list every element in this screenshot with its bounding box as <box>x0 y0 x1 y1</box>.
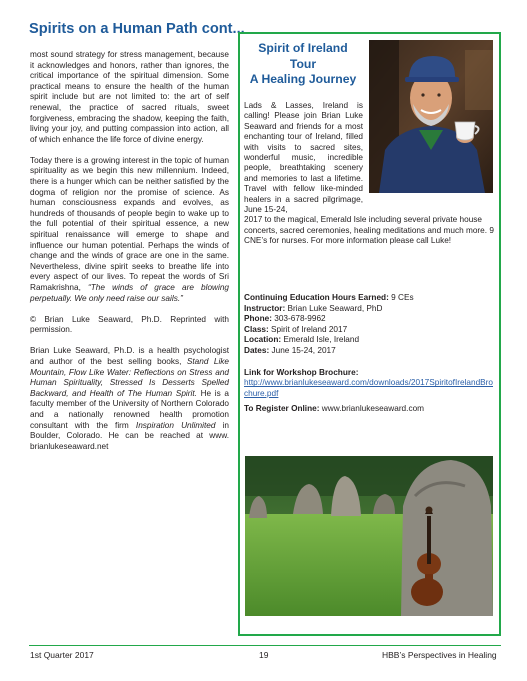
register-section <box>244 404 494 414</box>
class-label: Class: <box>244 324 269 334</box>
footer-page-number: 19 <box>259 650 269 660</box>
standing-stones-violin-photo <box>245 456 493 616</box>
location-row <box>244 335 496 346</box>
ramakrishna-quote: “The winds of grace are blowing perpetually. We only need raise our sails.” <box>30 282 229 303</box>
brochure-link[interactable]: http://www.brianlukeseaward.com/downloads/2017SpiritofIrelandBrochure.pdf <box>244 378 494 398</box>
phone-row <box>244 314 496 325</box>
phone-value: 303-678-9962 <box>271 314 326 323</box>
phone-label: Phone: <box>244 314 272 323</box>
tour-title <box>243 41 363 88</box>
tour-description <box>244 101 497 247</box>
author-bio <box>30 346 229 452</box>
class-row <box>244 325 496 336</box>
course-details <box>244 293 496 356</box>
ce-hours-row <box>244 293 496 304</box>
bio-text-3: in Boulder, Colorado. He can be reached at www. brianlukeseaward.net <box>30 420 229 451</box>
article-heading: Spirits on a Human Path cont... <box>29 21 245 37</box>
bio-books: Stand Like Mountain, Flow Like Water: Reflections on Stress and Human Spirituality, Stressed Is Desserts Spelled Backward, and Health of The Human Spirit. <box>30 356 229 398</box>
bio-text-2: He is a faculty member of the University of Northern Colorado and a nationally renowned health promotion consultant with the firm <box>30 388 229 430</box>
brochure-section <box>244 368 494 399</box>
instructor-label: Instructor: <box>244 303 286 313</box>
dates-label: Dates: <box>244 345 270 355</box>
tour-intro-wrapped: Lads & Lasses, Ireland is calling! Please join Brian Luke Seaward and friends for a most enchanting tour of Ireland, filled with visits to sacred sites, wonderful music, incredible people, breathtaking scenery and memories to last a lifetime. Travel with fellow like-minded healers in a sacred pilgrimage, June 15-24, <box>244 101 363 215</box>
location-label: Location: <box>244 335 282 344</box>
tour-intro-full: 2017 to the magical, Emerald Isle including several private house concerts, sacred ceremonies, healing meditations and much more. 9 CNE’s for nurses. For more information please call Luke! <box>244 215 494 246</box>
paragraph-spirituality-text: Today there is a growing interest in the topic of human spirituality as we begin this new millennium. Indeed, there is a hunger which can be neither satisfied by the dogma of religion nor the promise of science. As human consciousness expands and evolves, as hundreds of thousands of people begin to wake up to the full potential of their spiritual essence, a new spiritual renaissance will emerge to shape and influence our human potential. Perhaps the winds of change and the winds of grace are one in the same. Nevertheless, divine spirit seeks to breathe life into every aspect of our lives. To repeat the words of Sri Ramakrishna, <box>30 155 229 292</box>
tour-title-line2: Tour <box>289 56 317 71</box>
paragraph-stress-management: most sound strategy for stress management, because it acknowledges and honors, rather than ignores, the critical importance of the spiritual dimension. Some practical means to ensure the health of the human spirit include but are not limited to: the art of self renewal, the practice of sacred rituals, sweet forgiveness, embracing the shadow, keeping the faith, living your joy, and putting compassion into action, all of which enhance the life force of divine energy. <box>30 50 229 144</box>
article-column <box>30 50 229 463</box>
paragraph-spirituality <box>30 156 229 304</box>
dates-value: June 15-24, 2017 <box>269 345 336 355</box>
register-label: To Register Online: <box>244 404 320 413</box>
ce-hours-value: 9 CEs <box>388 293 414 302</box>
tour-title-line3: A Healing Journey <box>249 72 357 86</box>
class-value: Spirit of Ireland 2017 <box>268 324 348 334</box>
tour-title-line1: Spirit of Ireland <box>258 41 348 55</box>
ce-hours-label: Continuing Education Hours Earned: <box>244 293 389 302</box>
footer-publication: HBB’s Perspectives in Healing <box>382 650 497 660</box>
register-value: www.brianlukeseaward.com <box>319 404 425 413</box>
dates-row <box>244 346 496 357</box>
copyright-note: © Brian Luke Seaward, Ph.D. Reprinted with permission. <box>30 314 229 335</box>
instructor-value: Brian Luke Seaward, PhD <box>285 303 383 313</box>
bio-text-1: Brian Luke Seaward, Ph.D. is a health psychologist and author of the best selling books, <box>30 346 229 366</box>
instructor-row <box>244 304 496 315</box>
bio-firm: Inspiration Unlimited <box>135 420 216 430</box>
brochure-label: Link for Workshop Brochure: <box>244 368 359 377</box>
footer-rule <box>29 645 501 646</box>
location-value: Emerald Isle, Ireland <box>281 335 360 344</box>
footer-issue: 1st Quarter 2017 <box>30 650 94 660</box>
